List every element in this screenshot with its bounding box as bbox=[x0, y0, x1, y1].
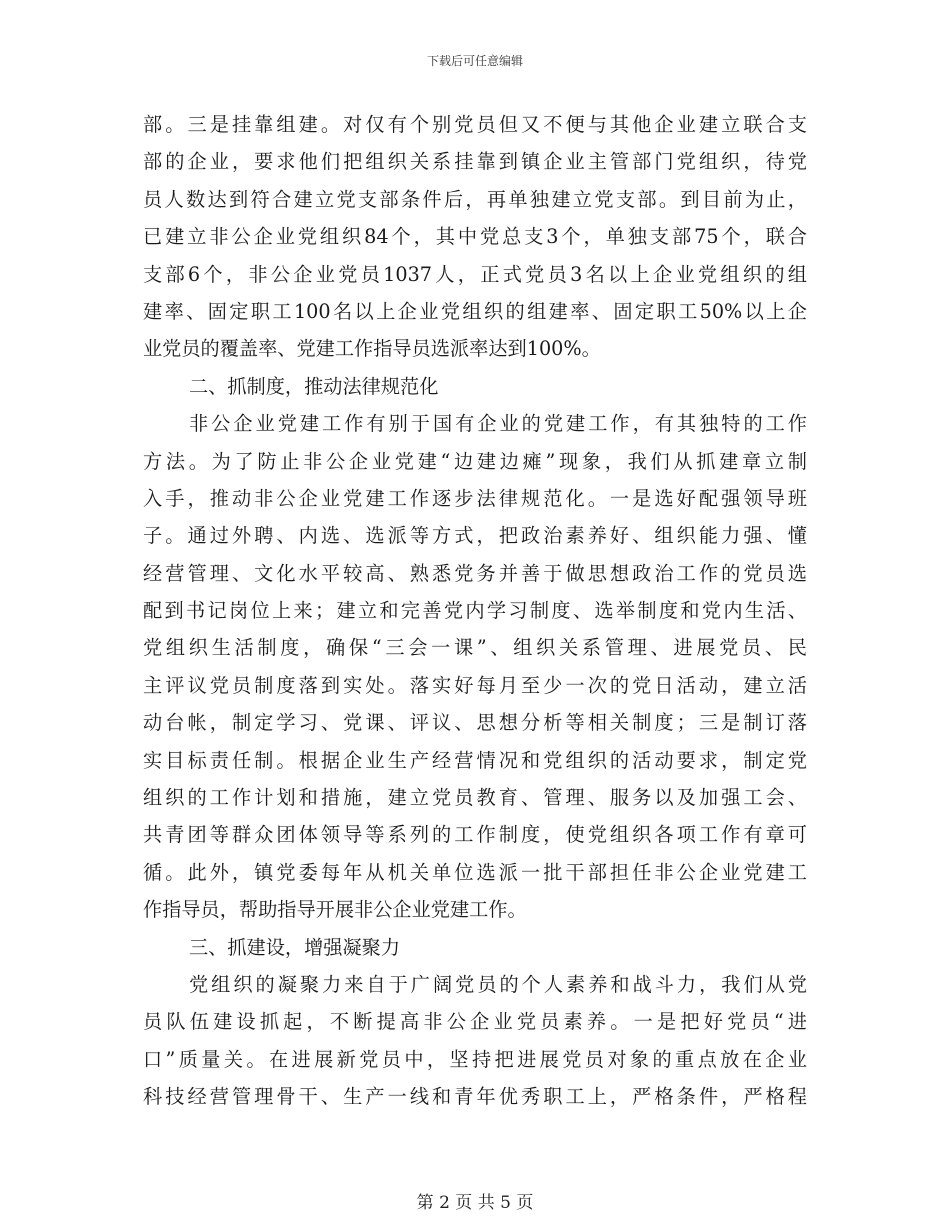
text-line: 三、抓建设，增强凝聚力 bbox=[189, 935, 401, 959]
text-line: 动台帐，制定学习、党课、评议、思想分析等相关制度；三是制订落 bbox=[143, 711, 807, 735]
text-line: 口”质量关。在进展新党员中，坚持把进展党员对象的重点放在企业 bbox=[143, 1047, 807, 1071]
text-line: 主评议党员制度落到实处。落实好每月至少一次的党日活动，建立活 bbox=[143, 673, 807, 697]
text-line: 已建立非公企业党组织84个，其中党总支3个，单独支部75个，联合 bbox=[143, 225, 807, 249]
text-line: 党组织生活制度，确保“三会一课”、组织关系管理、进展党员、民 bbox=[143, 636, 807, 660]
text-line: 二、抓制度，推动法律规范化 bbox=[189, 374, 439, 398]
text-line: 组织的工作计划和措施，建立党员教育、管理、服务以及加强工会、 bbox=[143, 786, 807, 810]
text-line: 部。三是挂靠组建。对仅有个别党员但又不便与其他企业建立联合支 bbox=[143, 113, 807, 136]
text-line: 科技经营管理骨干、生产一线和青年优秀职工上，严格条件，严格程 bbox=[143, 1085, 807, 1109]
text-line: 员人数达到符合建立党支部条件后，再单独建立党支部。到目前为止， bbox=[143, 187, 807, 211]
text-line: 建率、固定职工100名以上企业党组织的组建率、固定职工50%以上企 bbox=[143, 299, 807, 323]
text-line: 入手，推动非公企业党建工作逐步法律规范化。一是选好配强领导班 bbox=[143, 486, 807, 510]
text-line: 部的企业，要求他们把组织关系挂靠到镇企业主管部门党组织，待党 bbox=[143, 150, 807, 174]
text-line: 支部6个，非公企业党员1037人，正式党员3名以上企业党组织的组 bbox=[143, 262, 807, 286]
document-body bbox=[143, 106, 807, 1116]
text-line: 共青团等群众团体领导等系列的工作制度，使党组织各项工作有章可 bbox=[143, 823, 807, 847]
text-line: 经营管理、文化水平较高、熟悉党务并善于做思想政治工作的党员选 bbox=[143, 561, 807, 585]
text-line: 方法。为了防止非公企业党建“边建边瘫”现象，我们从抓建章立制 bbox=[143, 449, 807, 473]
text-line: 非公企业党建工作有别于国有企业的党建工作，有其独特的工作 bbox=[189, 412, 807, 436]
text-line: 循。此外，镇党委每年从机关单位选派一批干部担任非公企业党建工 bbox=[143, 860, 807, 884]
page-header: 下载后可任意编辑 bbox=[426, 54, 523, 68]
text-line: 作指导员，帮助指导开展非公企业党建工作。 bbox=[143, 898, 527, 922]
text-line: 员队伍建设抓起，不断提高非公企业党员素养。一是把好党员“进 bbox=[143, 1010, 807, 1034]
text-line: 子。通过外聘、内选、选派等方式，把政治素养好、组织能力强、懂 bbox=[143, 524, 807, 548]
text-line: 实目标责任制。根据企业生产经营情况和党组织的活动要求，制定党 bbox=[143, 748, 807, 772]
text-line: 业党员的覆盖率、党建工作指导员选派率达到100%。 bbox=[143, 337, 601, 361]
page-footer: 第 2 页 共 5 页 bbox=[416, 1193, 534, 1213]
text-line: 党组织的凝聚力来自于广阔党员的个人素养和战斗力，我们从党 bbox=[189, 972, 807, 996]
text-line: 配到书记岗位上来；建立和完善党内学习制度、选举制度和党内生活、 bbox=[143, 599, 807, 623]
